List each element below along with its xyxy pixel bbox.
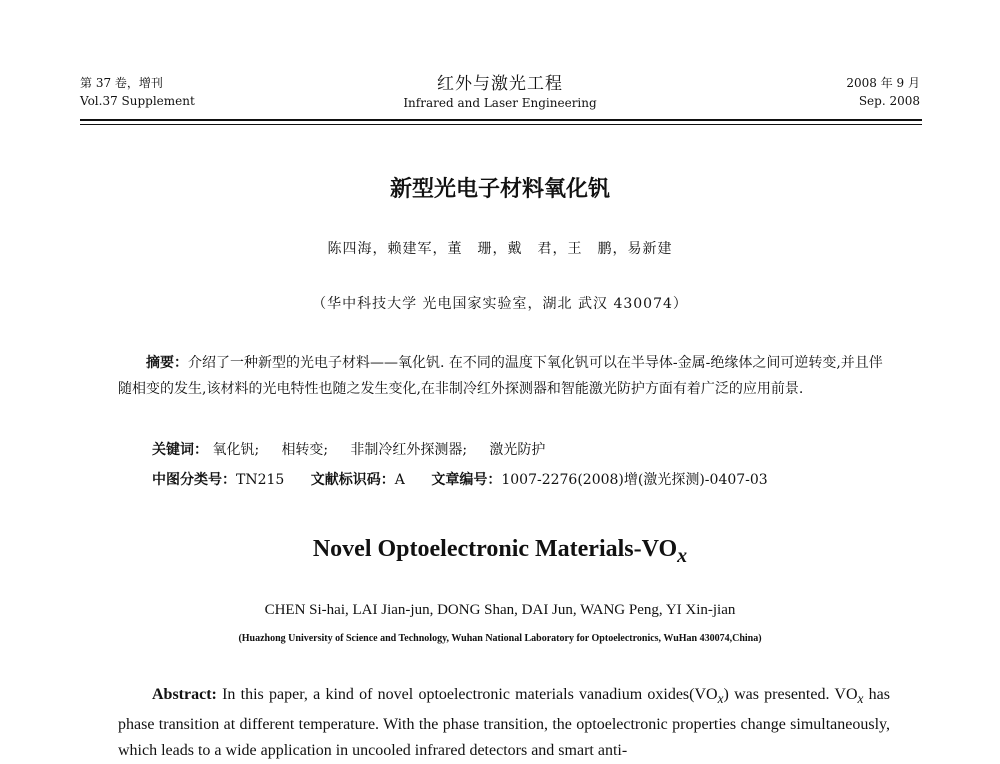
journal-header	[80, 74, 920, 118]
header-rule-thin	[80, 124, 922, 125]
keyword-item: 非制冷红外探测器;	[350, 442, 468, 458]
journal-name	[80, 74, 920, 112]
header-rule-thick	[80, 119, 922, 121]
keyword-item: 激光防护	[489, 442, 546, 458]
clc-value: TN215	[236, 472, 285, 488]
issue-date	[846, 74, 920, 110]
keywords-cn-label: 关键词：	[152, 442, 208, 458]
title-en	[0, 536, 1000, 568]
title-cn: 新型光电子材料氧化钒	[389, 177, 610, 202]
keywords-cn	[152, 437, 545, 463]
abstract-cn-text: 介绍了一种新型的光电子材料——氧化钒. 在不同的温度下氧化钒可以在半导体-金属-绝缘体之间可逆转变,并且伴随相变的发生,该材料的光电特性也随之发生变化,在非制冷红外探测器和智能激光防护方面有着广泛的应用前景.	[118, 355, 883, 397]
abstract-cn-label: 摘要：	[146, 355, 188, 371]
journal-name-cn: 红外与激光工程	[437, 74, 563, 94]
keyword-item: 相转变;	[281, 442, 329, 458]
classification-line	[152, 467, 768, 493]
doc-code-value: A	[394, 472, 405, 488]
doc-code-label: 文献标识码：	[310, 472, 395, 488]
authors-cn: 陈四海，赖建军，董 珊，戴 君，王 鹏，易新建	[327, 241, 673, 257]
abstract-en-text-1: In this paper, a kind of novel optoelectronic materials vanadium oxides(VO	[216, 686, 718, 703]
abstract-en-label: Abstract:	[152, 686, 217, 703]
abstract-en-sub-1: x	[717, 691, 724, 707]
authors-en: CHEN Si-hai, LAI Jian-jun, DONG Shan, DAI Jun, WANG Peng, YI Xin-jian	[264, 602, 736, 618]
volume-en: Vol.37 Supplement	[80, 94, 195, 108]
abstract-en-text-3: has phase transition at different temperature. With the phase transition, the optoelectronic properties change simultaneously, which leads to a wide application in uncooled infrared detectors and smart anti-	[118, 686, 891, 760]
abstract-en	[118, 682, 890, 764]
title-en-text: Novel Optoelectronic Materials-VO	[312, 536, 678, 562]
date-cn: 2008 年 9 月	[846, 76, 920, 90]
keyword-item: 氧化钒;	[212, 442, 260, 458]
volume-cn: 第 37 卷，增刊	[80, 76, 163, 90]
affiliation-cn: （华中科技大学 光电国家实验室，湖北 武汉 430074）	[312, 296, 688, 312]
clc-label: 中图分类号：	[152, 472, 236, 488]
date-en: Sep. 2008	[858, 94, 920, 108]
title-en-subscript: x	[677, 544, 688, 567]
journal-name-en: Infrared and Laser Engineering	[403, 96, 597, 110]
abstract-en-sub-2: x	[857, 691, 864, 707]
article-number-value: 1007-2276(2008)增(激光探测)-0407-03	[501, 472, 768, 488]
article-number-label: 文章编号：	[431, 472, 502, 488]
affiliation-en: (Huazhong University of Science and Technology, Wuhan National Laboratory for Optoelectronics, WuHan 430074,China)	[238, 633, 762, 644]
abstract-cn	[118, 350, 888, 402]
abstract-en-text-2: ) was presented. VO	[723, 686, 858, 703]
